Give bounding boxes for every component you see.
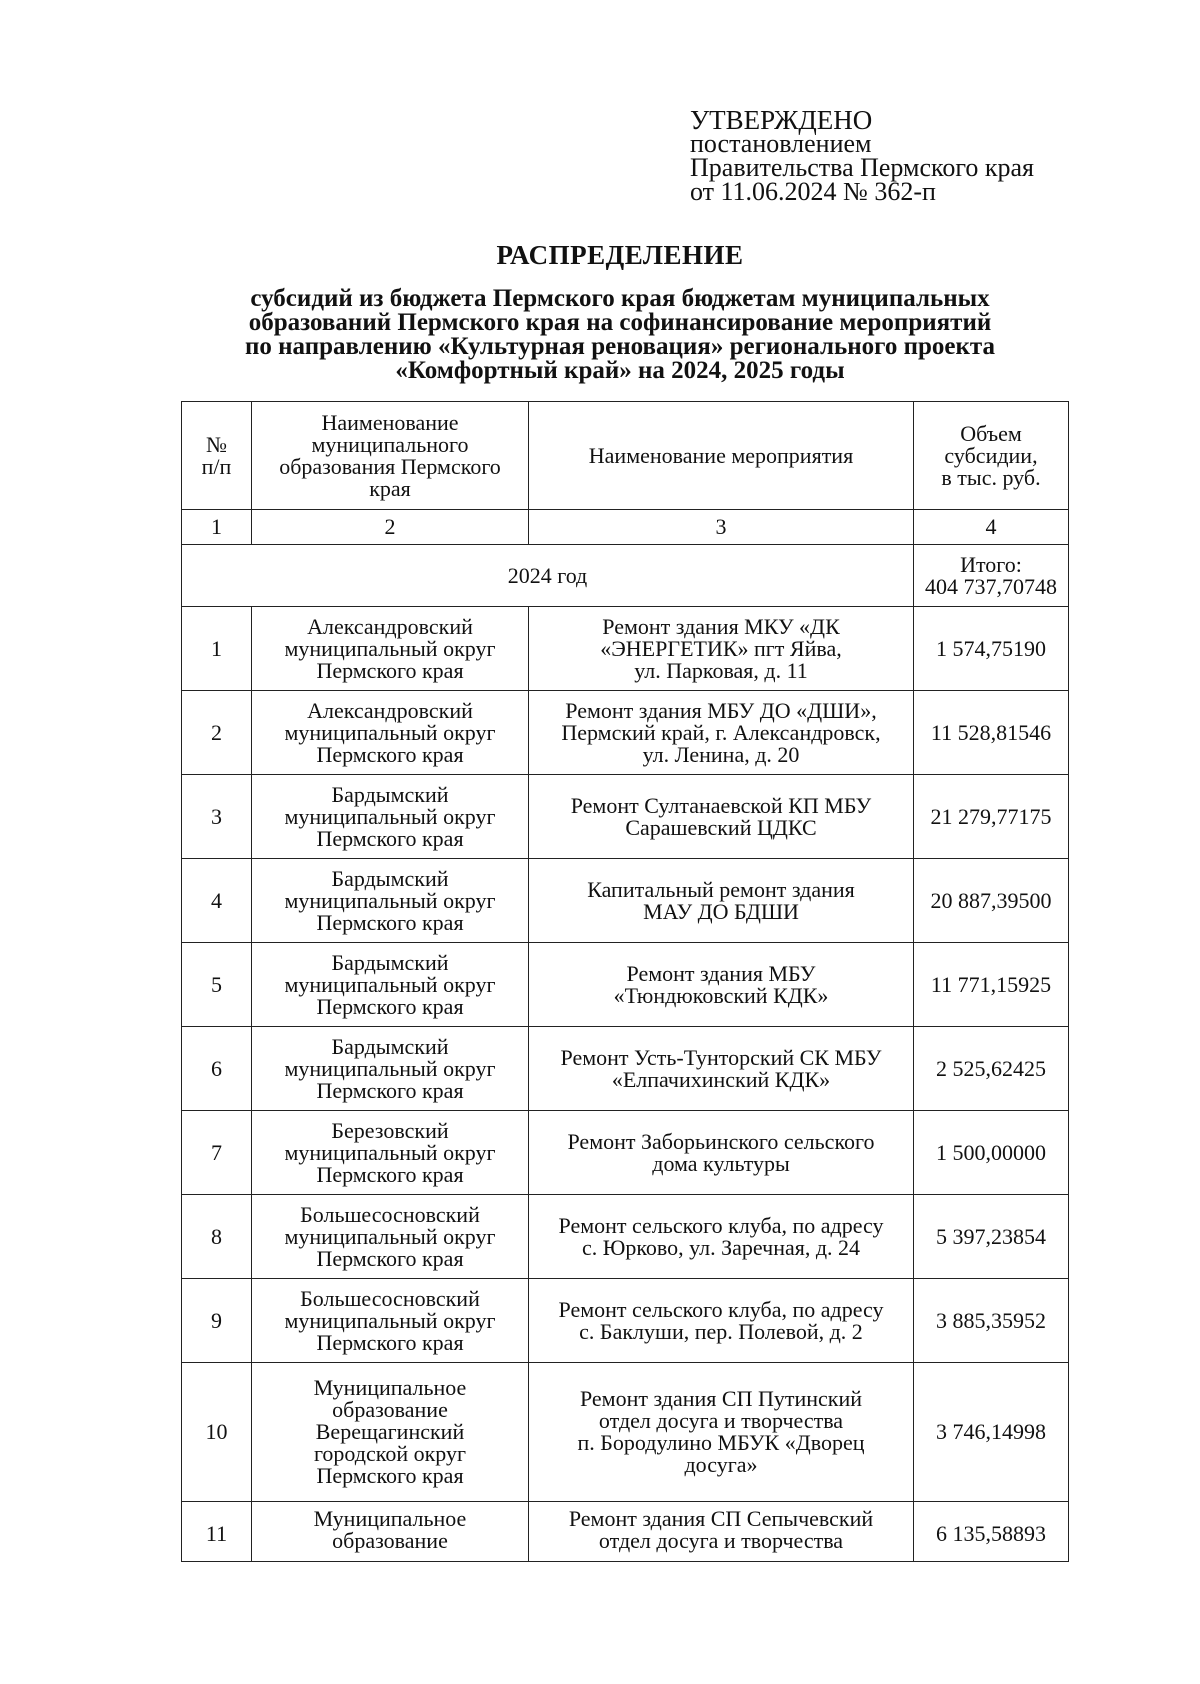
table-row bbox=[182, 943, 1069, 1027]
row-event: Ремонт Заборьинского сельского дома культуры bbox=[529, 1111, 914, 1195]
row-number: 3 bbox=[182, 775, 252, 859]
document-heading bbox=[140, 240, 1100, 383]
document-title: РАСПРЕДЕЛЕНИЕ bbox=[496, 240, 744, 270]
row-event: Ремонт здания СП Сепычевский отдел досуга и творчества bbox=[529, 1502, 914, 1562]
table-row bbox=[182, 1195, 1069, 1279]
row-municipality: Муниципальное образование bbox=[252, 1502, 529, 1562]
row-municipality: Бардымский муниципальный округ Пермского края bbox=[252, 943, 529, 1027]
row-amount: 21 279,77175 bbox=[914, 775, 1069, 859]
row-number: 11 bbox=[182, 1502, 252, 1562]
table-header-row bbox=[182, 402, 1069, 510]
row-amount: 1 500,00000 bbox=[914, 1111, 1069, 1195]
column-number: 4 bbox=[914, 510, 1069, 545]
row-event: Ремонт здания МКУ «ДК «ЭНЕРГЕТИК» пгт Яйва, ул. Парковая, д. 11 bbox=[529, 607, 914, 691]
row-amount: 3 746,14998 bbox=[914, 1363, 1069, 1502]
row-number: 10 bbox=[182, 1363, 252, 1502]
table-row bbox=[182, 1027, 1069, 1111]
header-municipality: Наименование муниципального образования Пермского края bbox=[252, 402, 529, 510]
row-municipality: Бардымский муниципальный округ Пермского края bbox=[252, 1027, 529, 1111]
row-event: Капитальный ремонт здания МАУ ДО БДШИ bbox=[529, 859, 914, 943]
row-municipality: Муниципальное образование Верещагинский городской округ Пермского края bbox=[252, 1363, 529, 1502]
row-event: Ремонт здания СП Путинский отдел досуга и творчества п. Бородулино МБУК «Дворец досуга» bbox=[529, 1363, 914, 1502]
row-municipality: Бардымский муниципальный округ Пермского края bbox=[252, 859, 529, 943]
row-amount: 6 135,58893 bbox=[914, 1502, 1069, 1562]
column-number: 1 bbox=[182, 510, 252, 545]
row-amount: 11 528,81546 bbox=[914, 691, 1069, 775]
row-municipality: Александровский муниципальный округ Пермского края bbox=[252, 607, 529, 691]
row-number: 4 bbox=[182, 859, 252, 943]
row-event: Ремонт здания МБУ ДО «ДШИ», Пермский край, г. Александровск, ул. Ленина, д. 20 bbox=[529, 691, 914, 775]
row-number: 1 bbox=[182, 607, 252, 691]
row-number: 7 bbox=[182, 1111, 252, 1195]
row-event: Ремонт сельского клуба, по адресу с. Баклуши, пер. Полевой, д. 2 bbox=[529, 1279, 914, 1363]
row-amount: 5 397,23854 bbox=[914, 1195, 1069, 1279]
row-municipality: Березовский муниципальный округ Пермского края bbox=[252, 1111, 529, 1195]
row-amount: 2 525,62425 bbox=[914, 1027, 1069, 1111]
row-number: 2 bbox=[182, 691, 252, 775]
row-municipality: Бардымский муниципальный округ Пермского края bbox=[252, 775, 529, 859]
approval-stamp: УТВЕРЖДЕНО bbox=[690, 105, 873, 135]
table-row bbox=[182, 1363, 1069, 1502]
row-number: 8 bbox=[182, 1195, 252, 1279]
table-row bbox=[182, 691, 1069, 775]
table-row bbox=[182, 775, 1069, 859]
subsidy-table bbox=[181, 401, 1069, 1562]
column-number: 3 bbox=[529, 510, 914, 545]
approval-line-1: постановлением bbox=[690, 129, 872, 158]
table-row bbox=[182, 859, 1069, 943]
row-event: Ремонт сельского клуба, по адресу с. Юрково, ул. Заречная, д. 24 bbox=[529, 1195, 914, 1279]
year-total: Итого: 404 737,70748 bbox=[914, 545, 1069, 607]
approval-line-3: от 11.06.2024 № 362-п bbox=[690, 177, 936, 206]
row-number: 5 bbox=[182, 943, 252, 1027]
approval-block bbox=[690, 105, 1034, 206]
row-municipality: Большесосновский муниципальный округ Пермского края bbox=[252, 1195, 529, 1279]
document-subtitle: субсидий из бюджета Пермского края бюджетам муниципальных образований Пермского края на софинансирование мероприятий по направлению «Культурная реновация» регионального проекта «Комфортный край» на 2024, 2025 годы bbox=[245, 285, 995, 384]
row-event: Ремонт здания МБУ «Тюндюковский КДК» bbox=[529, 943, 914, 1027]
table-row bbox=[182, 1279, 1069, 1363]
column-number-row bbox=[182, 510, 1069, 545]
row-amount: 11 771,15925 bbox=[914, 943, 1069, 1027]
row-number: 6 bbox=[182, 1027, 252, 1111]
column-number: 2 bbox=[252, 510, 529, 545]
year-row bbox=[182, 545, 1069, 607]
header-event: Наименование мероприятия bbox=[529, 402, 914, 510]
table-row bbox=[182, 1502, 1069, 1562]
row-number: 9 bbox=[182, 1279, 252, 1363]
year-label: 2024 год bbox=[182, 545, 914, 607]
row-municipality: Большесосновский муниципальный округ Пермского края bbox=[252, 1279, 529, 1363]
header-number: № п/п bbox=[182, 402, 252, 510]
approval-line-2: Правительства Пермского края bbox=[690, 153, 1034, 182]
row-event: Ремонт Султанаевской КП МБУ Сарашевский ЦДКС bbox=[529, 775, 914, 859]
row-event: Ремонт Усть-Тунторский СК МБУ «Елпачихинский КДК» bbox=[529, 1027, 914, 1111]
table-row bbox=[182, 607, 1069, 691]
row-amount: 20 887,39500 bbox=[914, 859, 1069, 943]
row-amount: 3 885,35952 bbox=[914, 1279, 1069, 1363]
header-amount: Объем субсидии, в тыс. руб. bbox=[914, 402, 1069, 510]
row-amount: 1 574,75190 bbox=[914, 607, 1069, 691]
row-municipality: Александровский муниципальный округ Пермского края bbox=[252, 691, 529, 775]
table-row bbox=[182, 1111, 1069, 1195]
